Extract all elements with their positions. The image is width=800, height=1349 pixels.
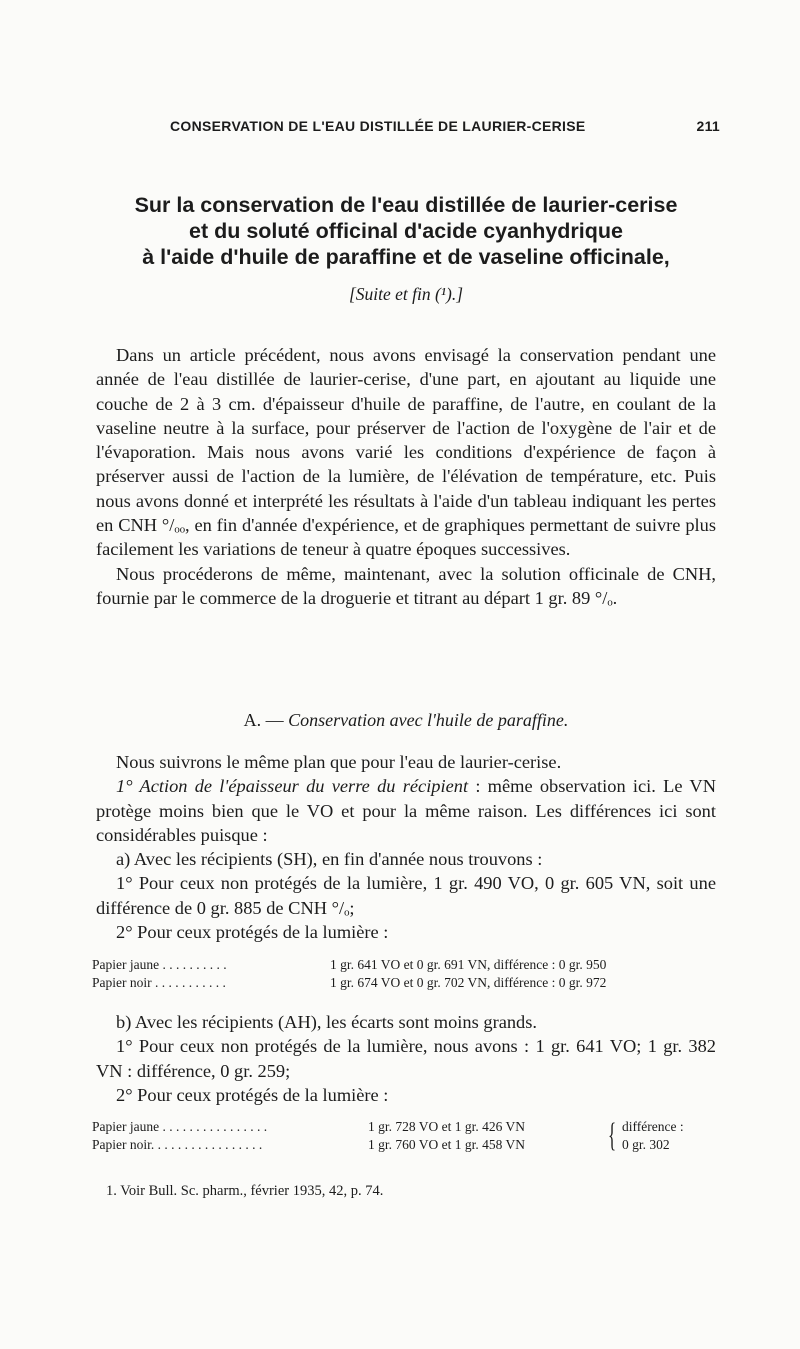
row-label: Papier jaune . . . . . . . . . . . . . . . . [92, 1119, 268, 1134]
table-row [92, 974, 716, 992]
paragraph-2: Nous procéderons de même, maintenant, avec la solution officinale de CNH, fournie par le commerce de la droguerie et titrant au départ 1 gr. 89 °/ₒ. [96, 563, 716, 608]
row-value: 1 gr. 641 VO et 0 gr. 691 VN, différence : 0 gr. 950 [330, 957, 607, 972]
running-title: CONSERVATION DE L'EAU DISTILLÉE DE LAURIER-CERISE [170, 118, 586, 134]
section-text [96, 750, 716, 944]
article-subtitle: [Suite et fin (¹).] [348, 284, 464, 304]
paragraph-4 [96, 774, 716, 847]
paragraph-1: Dans un article précédent, nous avons envisagé la conservation pendant une année de l'eau distillée de laurier-cerise, d'une part, en ajoutant au liquide une couche de 2 à 3 cm. d'épaisseur d'huile de paraffine, de l'autre, en coulant de la vaseline neutre à la surface, pour préserver de l'action de l'oxygène de l'air et de l'évaporation. Mais nous avons varié les conditions d'expérience de façon à préserver aussi de l'action de la lumière, de l'élévation de température, etc. Puis nous avons donné et interprété les résultats à l'aide d'un tableau indiquant les pertes en CNH °/ₒₒ, en fin d'année d'expérience, et de graphiques permettant de suivre plus facilement les variations de teneur à quatre époques successives. [96, 345, 716, 560]
row-value: 1 gr. 674 VO et 0 gr. 702 VN, différence : 0 gr. 972 [330, 975, 607, 990]
footnote: 1. Voir Bull. Sc. pharm., février 1935, 42, p. 74. [106, 1183, 384, 1199]
page-number: 211 [696, 118, 720, 134]
paragraph-4-rest: : même observation ici. Le VN protège moins bien que le VO et pour la même raison. Les différences ici sont considérables puisque : [96, 776, 716, 845]
paragraph-6: 1° Pour ceux non protégés de la lumière, 1 gr. 490 VO, 0 gr. 605 VN, soit une différence de 0 gr. 885 de CNH °/ₒ; [96, 873, 716, 918]
paragraph-10: 2° Pour ceux protégés de la lumière : [116, 1084, 389, 1105]
title-line-3: à l'aide d'huile de paraffine et de vaseline officinale, [142, 245, 670, 269]
row-label: Papier noir. . . . . . . . . . . . . . . . . [92, 1137, 263, 1152]
paragraph-5: a) Avec les récipients (SH), en fin d'année nous trouvons : [116, 849, 543, 870]
running-header [170, 118, 720, 134]
paragraph-3: Nous suivrons le même plan que pour l'eau de laurier-cerise. [116, 752, 562, 772]
results-table-ah [92, 1118, 716, 1154]
row-label: Papier noir . . . . . . . . . . . [92, 975, 226, 990]
article-title [96, 192, 716, 270]
difference-value: 0 gr. 302 [622, 1137, 670, 1152]
section-title: Conservation avec l'huile de paraffine. [288, 710, 569, 730]
difference-label: différence : [622, 1119, 684, 1134]
paragraph-7: 2° Pour ceux protégés de la lumière : [116, 922, 389, 943]
table-row [92, 956, 716, 974]
row-value: 1 gr. 760 VO et 1 gr. 458 VN [368, 1137, 526, 1152]
brace-glyph: { [608, 1117, 617, 1154]
paragraph-9: 1° Pour ceux non protégés de la lumière, nous avons : 1 gr. 641 VO; 1 gr. 382 VN : différence, 0 gr. 259; [96, 1036, 716, 1081]
paragraph-8: b) Avec les récipients (AH), les écarts sont moins grands. [116, 1012, 537, 1032]
title-line-2: et du soluté officinal d'acide cyanhydrique [189, 219, 623, 243]
title-line-1: Sur la conservation de l'eau distillée de laurier-cerise [134, 193, 678, 217]
intro-text [96, 343, 716, 610]
paragraph-4-label: 1° Action de l'épaisseur du verre du récipient [116, 776, 469, 797]
row-label: Papier jaune . . . . . . . . . . [92, 957, 227, 972]
row-value: 1 gr. 728 VO et 1 gr. 426 VN [368, 1119, 526, 1134]
section-text-b [96, 1010, 716, 1107]
results-table-sh [92, 956, 716, 992]
difference-cell [622, 1118, 684, 1154]
section-heading [96, 710, 716, 731]
section-letter: A. — [243, 710, 284, 730]
